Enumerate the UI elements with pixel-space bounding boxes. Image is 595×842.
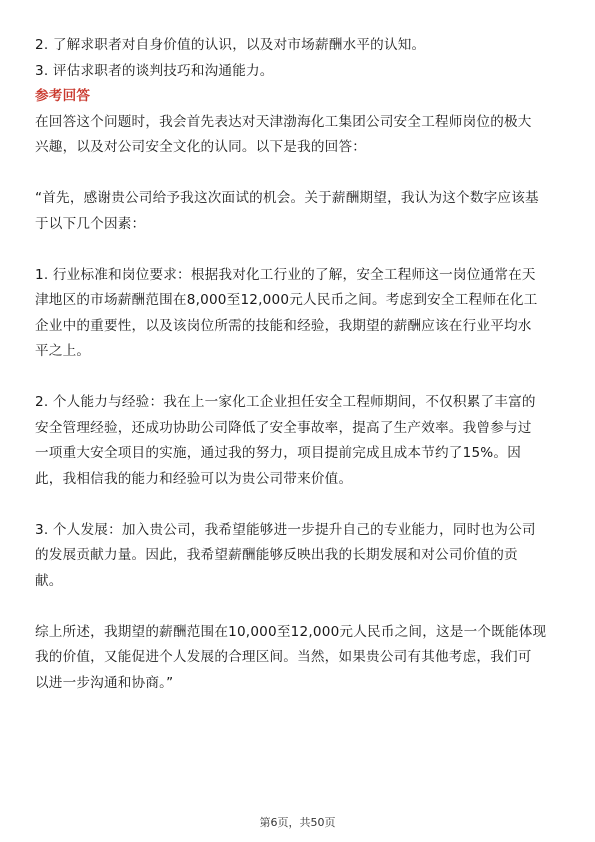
summary-line: 综上所述，我期望的薪酬范围在10,000至12,000元人民币之间，这是一个既能体现 xyxy=(35,623,547,640)
point1-line: 平之上。 xyxy=(35,343,91,359)
page-number: 第6页，共50页 xyxy=(259,816,336,829)
opening-line: “首先，感谢贵公司给予我这次面试的机会。关于薪酬期望，我认为这个数字应该基 xyxy=(35,190,539,206)
point2-line: 此，我相信我的能力和经验可以为贵公司带来价值。 xyxy=(35,470,353,487)
point1-line: 企业中的重要性，以及该岗位所需的技能和经验，我期望的薪酬应该在行业平均水 xyxy=(35,317,532,334)
point2-line: 2. 个人能力与经验：我在上一家化工企业担任安全工程师期间，不仅积累了丰富的 xyxy=(35,394,536,410)
point1-line: 津地区的市场薪酬范围在8,000至12,000元人民币之间。考虑到安全工程师在化工 xyxy=(35,292,538,308)
paragraph-gap xyxy=(35,237,563,263)
page-content xyxy=(35,33,563,696)
paragraph-gap xyxy=(35,492,563,518)
paragraph-gap xyxy=(35,365,563,391)
answer-heading: 参考回答 xyxy=(35,88,91,104)
answer-intro-line: 在回答这个问题时，我会首先表达对天津渤海化工集团公司安全工程师岗位的极大 xyxy=(35,113,532,130)
answer-intro-line: 兴趣，以及对公司安全文化的认同。以下是我的回答： xyxy=(35,139,367,155)
intro-point: 2. 了解求职者对自身价值的认识，以及对市场薪酬水平的认知。 xyxy=(35,37,426,53)
intro-point: 3. 评估求职者的谈判技巧和沟通能力。 xyxy=(35,62,274,79)
opening-line: 于以下几个因素： xyxy=(35,215,146,232)
point3-line: 献。 xyxy=(35,572,63,589)
point2-line: 安全管理经验，还成功协助公司降低了安全事故率，提高了生产效率。我曾参与过 xyxy=(35,419,532,436)
summary-line: 以进一步沟通和协商。” xyxy=(35,674,174,691)
paragraph-gap xyxy=(35,161,563,187)
point3-line: 的发展贡献力量。因此，我希望薪酬能够反映出我的长期发展和对公司价值的贡 xyxy=(35,547,518,563)
paragraph-gap xyxy=(35,594,563,620)
point2-line: 一项重大安全项目的实施，通过我的努力，项目提前完成且成本节约了15%。因 xyxy=(35,445,522,461)
summary-line: 我的价值，又能促进个人发展的合理区间。当然，如果贵公司有其他考虑，我们可 xyxy=(35,649,532,665)
point1-line: 1. 行业标准和岗位要求：根据我对化工行业的了解，安全工程师这一岗位通常在天 xyxy=(35,266,536,283)
point3-line: 3. 个人发展：加入贵公司，我希望能够进一步提升自己的专业能力，同时也为公司 xyxy=(35,521,536,538)
